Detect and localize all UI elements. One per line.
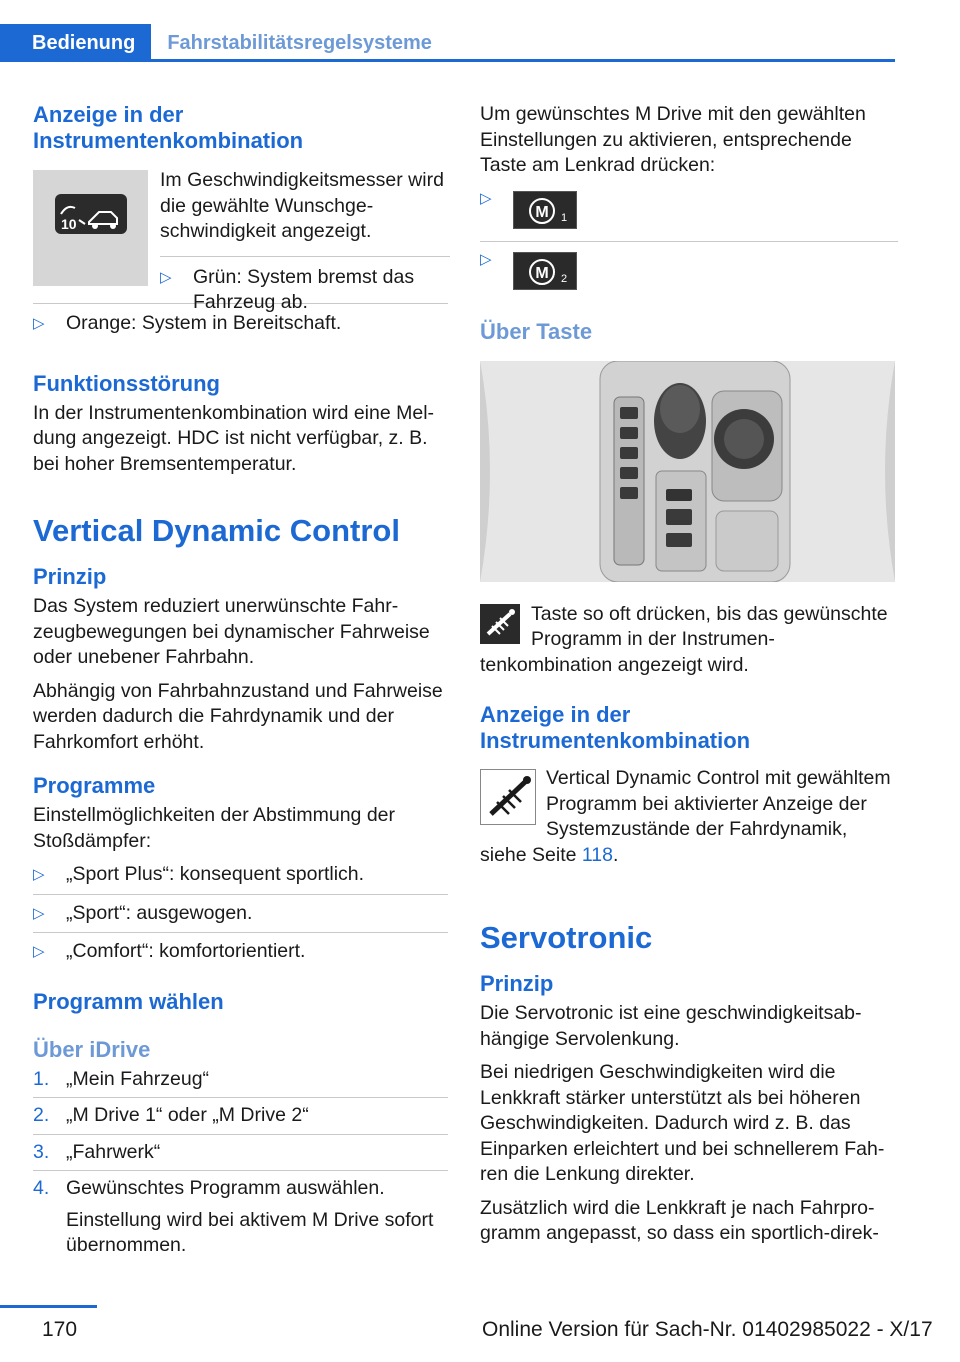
- anzeige-text: Im Geschwindigkeitsmesser wird die gewählte Wunschgeschwindigkeit angezeigt.: [160, 169, 444, 242]
- heading-vdc: Vertical Dynamic Control: [33, 513, 400, 548]
- heading-prinzip-right: Prinzip: [480, 971, 554, 996]
- stoerung-text: In der Instrumentenkombination wird eine Meldung angezeigt. HDC ist nicht verfügbar, z. B. bei hoher Bremsentemperatur.: [33, 401, 435, 475]
- anzeige-right-text: Vertical Dynamic Control mit gewähltem Programm bei aktivierter Anzeige der Systemzustände der Fahrdynamik, siehe Seite 118.: [480, 767, 891, 866]
- online-version: Online Version für Sach-Nr. 01402985022 - X/17: [482, 1318, 933, 1341]
- center-console-image: [480, 361, 895, 582]
- svg-text:M: M: [535, 203, 549, 221]
- triangle-bullet-icon: ▷: [33, 943, 45, 960]
- mdrive-text: Um gewünschtes M Drive mit den gewählten Einstellungen zu aktivieren, entsprechende Taste am Lenkrad drücken:: [480, 103, 866, 176]
- shock-absorber-icon: [480, 604, 520, 644]
- heading-servotronic: Servotronic: [480, 920, 653, 955]
- heading-funktionsstoerung: Funktionsstörung: [33, 370, 220, 396]
- list-item: 3. „Fahrwerk“: [33, 1134, 448, 1171]
- heading-anzeige-right: Anzeige in der Instrumentenkombination: [480, 702, 751, 753]
- list-item: 4. Gewünschtes Programm auswählen.: [33, 1170, 448, 1202]
- m2-button-row: [480, 241, 898, 293]
- m1-steering-button[interactable]: [513, 191, 577, 229]
- prinzip-text-2: Abhängig von Fahrbahnzustand und Fahrweise werden dadurch die Fahrdynamik und der Fahrkomfort erhöht.: [33, 679, 443, 753]
- programme-list: [33, 862, 448, 965]
- speedometer-display-image: [33, 170, 148, 286]
- heading-prinzip: Prinzip: [33, 564, 107, 589]
- taste-block: [480, 602, 898, 679]
- vdc-button-icon: [480, 604, 520, 644]
- anzeige-block: [33, 168, 448, 313]
- display-digits: 10: [61, 216, 77, 232]
- m2-steering-button[interactable]: [513, 252, 577, 290]
- servo-text-2: Bei niedrigen Geschwindigkeiten wird die Lenkkraft stärker unterstützt als bei höheren Geschwindigkeiten. Dadurch wird z. B. das Einparken erleichtert und bei schnellerem Fahren die Lenkung direkter.: [480, 1061, 885, 1185]
- page-link-118[interactable]: 118: [581, 843, 613, 866]
- svg-text:2: 2: [561, 272, 568, 285]
- servo-text-1: Die Servotronic ist eine geschwindigkeitsabhängige Servolenkung.: [480, 1002, 862, 1050]
- bullet-gruen: ▷ Grün: System bremst das Fahrzeug ab.: [160, 265, 415, 313]
- programme-text: Einstellmöglichkeiten der Abstimmung der Stoßdämpfer:: [33, 804, 396, 852]
- prinzip-text-1: Das System reduziert unerwünschte Fahrzeugbewegungen bei dynamischer Fahrweise oder unebener Fahrbahn.: [33, 595, 430, 668]
- page-number: 170: [42, 1318, 78, 1341]
- list-item: 2. „M Drive 1“ oder „M Drive 2“: [33, 1097, 448, 1134]
- list-item: ▷ „Sport Plus“: konsequent sportlich.: [33, 862, 448, 894]
- footer-accent-line: [0, 1305, 97, 1308]
- chapter-header: [0, 24, 895, 62]
- list-item: ▷ „Sport“: ausgewogen.: [33, 901, 448, 927]
- step4-note: Einstellung wird bei aktivem M Drive sofort übernommen.: [66, 1208, 434, 1256]
- anzeige-right-block: [480, 766, 898, 868]
- m2-icon: [514, 253, 578, 291]
- svg-text:1: 1: [561, 211, 568, 224]
- list-item: ▷ „Comfort“: komfortorientiert.: [33, 939, 448, 965]
- heading-programme: Programme: [33, 773, 156, 798]
- heading-ueber-taste: Über Taste: [480, 318, 593, 344]
- m1-icon: [514, 192, 578, 230]
- heading-ueber-idrive: Über iDrive: [33, 1036, 151, 1062]
- bullet-orange: ▷ Orange: System in Bereitschaft.: [33, 311, 448, 337]
- shock-absorber-icon: [481, 770, 537, 826]
- steps-list: [33, 1067, 448, 1259]
- svg-text:M: M: [535, 264, 549, 282]
- right-column: [480, 102, 898, 1247]
- list-item: 1. „Mein Fahrzeug“: [33, 1067, 210, 1090]
- center-console-illustration: [480, 361, 895, 582]
- m1-button-row: [480, 189, 898, 233]
- vdc-indicator-icon: [480, 769, 536, 825]
- hdc-display-icon: [33, 170, 148, 286]
- taste-text: Taste so oft drücken, bis das gewünschte Programm in der Instrumentenkombination angezeigt wird.: [480, 602, 888, 676]
- tab-fahrstabilitaet[interactable]: Fahrstabilitätsregelsysteme: [167, 32, 432, 54]
- triangle-bullet-icon: ▷: [33, 315, 45, 332]
- triangle-bullet-icon: ▷: [33, 904, 45, 922]
- triangle-bullet-icon: ▷: [33, 866, 45, 883]
- heading-anzeige: Anzeige in der Instrumentenkombination: [33, 102, 304, 153]
- triangle-bullet-icon: ▷: [480, 250, 492, 268]
- servo-text-3: Zusätzlich wird die Lenkkraft je nach Fahrprogramm angepasst, so dass ein sportlich-direk-: [480, 1196, 879, 1244]
- tab-bedienung[interactable]: Bedienung: [0, 24, 151, 59]
- left-column: [33, 102, 448, 1259]
- heading-programm-waehlen: Programm wählen: [33, 988, 224, 1014]
- triangle-bullet-icon: ▷: [160, 268, 172, 286]
- triangle-bullet-icon: ▷: [480, 189, 492, 207]
